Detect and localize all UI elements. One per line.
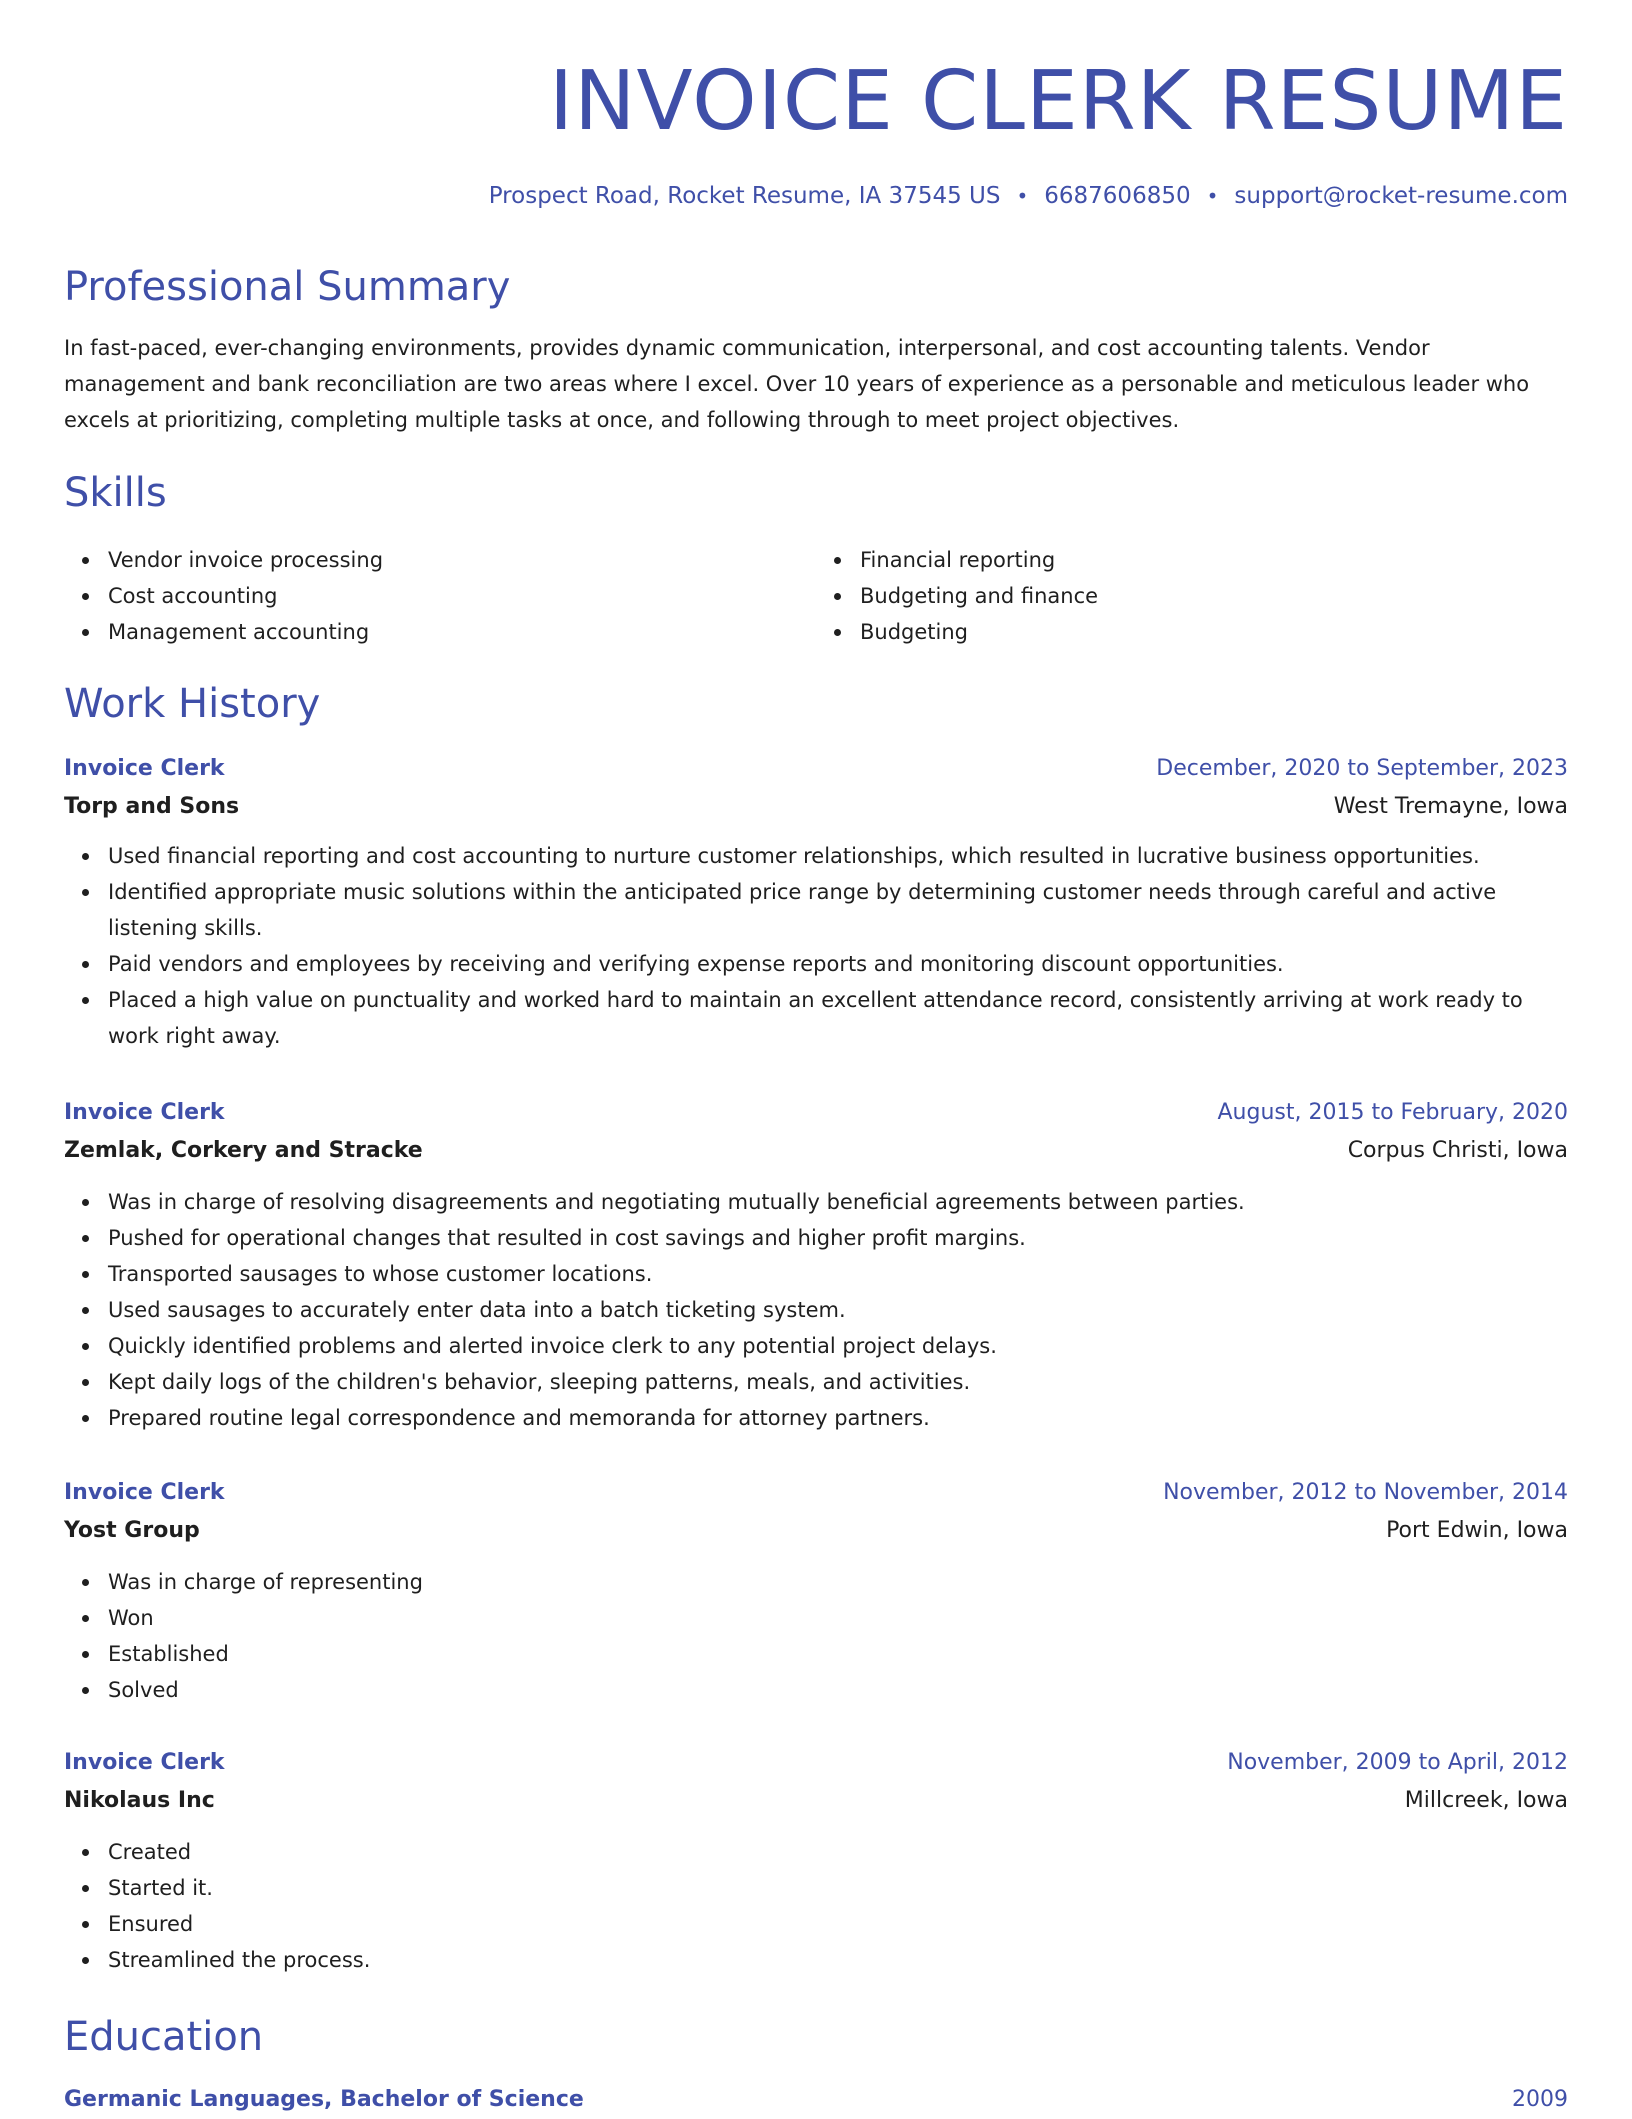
job-bullet: Ensured — [108, 1906, 1568, 1942]
job-bullet: Started it. — [108, 1870, 1568, 1906]
job-bullet: Established — [108, 1636, 1568, 1672]
job-title: Invoice Clerk — [64, 1750, 225, 1775]
job-bullet: Quickly identified problems and alerted invoice clerk to any potential project delays. — [108, 1328, 1568, 1364]
summary-heading: Professional Summary — [64, 264, 511, 310]
contact-line — [489, 180, 1568, 212]
job-location: Corpus Christi, Iowa — [1347, 1138, 1568, 1163]
job-title: Invoice Clerk — [64, 1480, 225, 1505]
job-dates: December, 2020 to September, 2023 — [1156, 756, 1568, 781]
job-bullet: Streamlined the process. — [108, 1942, 1568, 1978]
job-bullets — [64, 1564, 1568, 1708]
skill-item: Cost accounting — [108, 578, 816, 614]
education-entry — [64, 2081, 1568, 2119]
skill-item: Financial reporting — [860, 542, 1568, 578]
job-bullet: Identified appropriate music solutions within the anticipated price range by determining customer needs through careful and active listening skills. — [108, 874, 1568, 946]
job-bullet: Placed a high value on punctuality and worked hard to maintain an excellent attendance record, consistently arriving at work ready to work right away. — [108, 982, 1568, 1054]
skills-heading: Skills — [64, 470, 167, 516]
job-dates: November, 2009 to April, 2012 — [1227, 1750, 1568, 1775]
job-bullet: Solved — [108, 1672, 1568, 1708]
skill-item: Budgeting — [860, 614, 1568, 650]
job-bullet: Pushed for operational changes that resulted in cost savings and higher profit margins. — [108, 1220, 1568, 1256]
contact-phone: 6687606850 — [1044, 183, 1191, 209]
job-title: Invoice Clerk — [64, 756, 225, 781]
contact-address: Prospect Road, Rocket Resume, IA 37545 US — [488, 183, 1001, 209]
job-location: West Tremayne, Iowa — [1333, 794, 1568, 819]
job-bullet: Prepared routine legal correspondence and memoranda for attorney partners. — [108, 1400, 1568, 1436]
job-company: Nikolaus Inc — [64, 1788, 215, 1813]
job-entry — [64, 1744, 1568, 1978]
skill-item: Vendor invoice processing — [108, 542, 816, 578]
contact-separator: • — [1206, 184, 1219, 208]
skills-column-right — [816, 542, 1568, 650]
job-entry — [64, 1474, 1568, 1708]
job-entry — [64, 750, 1568, 1054]
job-bullet: Created — [108, 1834, 1568, 1870]
job-entry — [64, 1094, 1568, 1436]
resume-title: INVOICE CLERK RESUME — [548, 54, 1568, 149]
job-location: Port Edwin, Iowa — [1386, 1518, 1568, 1543]
job-bullet: Used sausages to accurately enter data into a batch ticketing system. — [108, 1292, 1568, 1328]
education-degree: Germanic Languages, Bachelor of Science — [64, 2087, 584, 2112]
job-company: Zemlak, Corkery and Stracke — [64, 1138, 423, 1163]
job-company: Yost Group — [64, 1518, 200, 1543]
education-year: 2009 — [1512, 2087, 1568, 2112]
job-bullet: Kept daily logs of the children's behavior, sleeping patterns, meals, and activities. — [108, 1364, 1568, 1400]
skills-list — [64, 542, 1568, 650]
skills-column-left — [64, 542, 816, 650]
skill-item: Management accounting — [108, 614, 816, 650]
work-heading: Work History — [64, 681, 321, 727]
job-bullet: Was in charge of resolving disagreements and negotiating mutually beneficial agreements between parties. — [108, 1184, 1568, 1220]
job-location: Millcreek, Iowa — [1404, 1788, 1568, 1813]
job-bullets — [64, 1184, 1568, 1436]
job-bullet: Won — [108, 1600, 1568, 1636]
education-heading: Education — [64, 2014, 264, 2060]
job-dates: November, 2012 to November, 2014 — [1163, 1480, 1568, 1505]
job-bullets — [64, 838, 1568, 1054]
skill-item: Budgeting and finance — [860, 578, 1568, 614]
summary-text: In fast-paced, ever-changing environments, provides dynamic communication, interpersonal, and cost accounting talents. Vendor management and bank reconciliation are two areas where I excel. Over 10 years of experience as a personable and meticulous leader who excels at prioritizing, completing multiple tasks at once, and following through to meet project objectives. — [64, 336, 1530, 432]
job-title: Invoice Clerk — [64, 1100, 225, 1125]
job-bullet: Paid vendors and employees by receiving and verifying expense reports and monitoring discount opportunities. — [108, 946, 1568, 982]
job-dates: August, 2015 to February, 2020 — [1217, 1100, 1568, 1125]
job-bullet: Was in charge of representing — [108, 1564, 1568, 1600]
job-bullet: Used financial reporting and cost accounting to nurture customer relationships, which resulted in lucrative business opportunities. — [108, 838, 1568, 874]
job-bullet: Transported sausages to whose customer locations. — [108, 1256, 1568, 1292]
contact-email: support@rocket-resume.com — [1234, 183, 1568, 209]
contact-separator: • — [1016, 184, 1029, 208]
job-company: Torp and Sons — [64, 794, 240, 819]
job-bullets — [64, 1834, 1568, 1978]
